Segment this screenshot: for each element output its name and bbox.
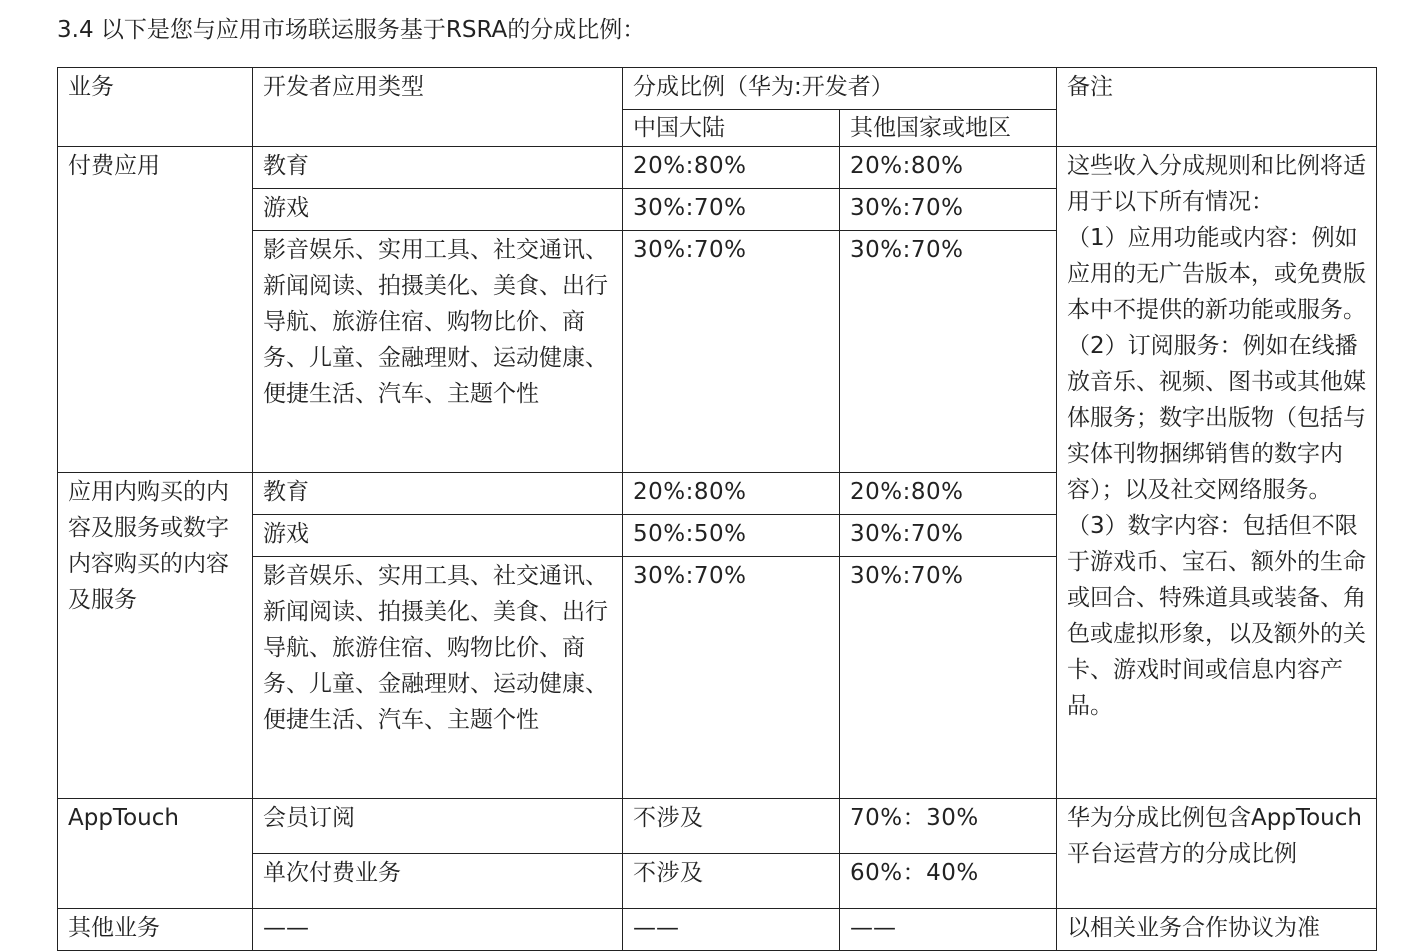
mainland-ratio-cell: 50%:50% (623, 515, 840, 557)
other-ratio-cell: 60%：40% (840, 854, 1057, 909)
business-other: 其他业务 (58, 909, 253, 951)
mainland-ratio-cell: 30%:70% (623, 231, 840, 473)
business-paid-apps: 付费应用 (58, 147, 253, 473)
app-type-cell: 单次付费业务 (253, 854, 623, 909)
notes-other-cell: 以相关业务合作协议为准 (1057, 909, 1377, 951)
mainland-ratio-cell: 20%:80% (623, 147, 840, 189)
other-ratio-cell: —— (840, 909, 1057, 951)
header-notes: 备注 (1057, 68, 1377, 147)
section-heading: 3.4 以下是您与应用市场联运服务基于RSRA的分成比例： (57, 17, 646, 43)
app-type-cell: 会员订阅 (253, 799, 623, 854)
other-ratio-cell: 30%:70% (840, 515, 1057, 557)
notes-main-cell (1057, 147, 1377, 799)
notes-item-1: （1）应用功能或内容：例如应用的无广告版本，或免费版本中不提供的新功能或服务。 (1067, 225, 1366, 323)
table-row (58, 799, 1377, 854)
other-ratio-cell: 30%:70% (840, 189, 1057, 231)
mainland-ratio-cell: 20%:80% (623, 473, 840, 515)
notes-intro: 这些收入分成规则和比例将适用于以下所有情况： (1067, 153, 1366, 215)
app-type-cell: 影音娱乐、实用工具、社交通讯、新闻阅读、拍摄美化、美食、出行导航、旅游住宿、购物比价、商务、儿童、金融理财、运动健康、便捷生活、汽车、主题个性 (253, 231, 623, 473)
other-ratio-cell: 70%：30% (840, 799, 1057, 854)
app-type-cell: 游戏 (253, 189, 623, 231)
notes-item-2: （2）订阅服务：例如在线播放音乐、视频、图书或其他媒体服务；数字出版物（包括与实体刊物捆绑销售的数字内容）；以及社交网络服务。 (1067, 333, 1366, 503)
mainland-ratio-cell: 30%:70% (623, 189, 840, 231)
app-type-cell: —— (253, 909, 623, 951)
business-apptouch: AppTouch (58, 799, 253, 909)
other-ratio-cell: 20%:80% (840, 147, 1057, 189)
app-type-cell: 教育 (253, 473, 623, 515)
mainland-ratio-cell: 不涉及 (623, 854, 840, 909)
app-type-cell: 游戏 (253, 515, 623, 557)
header-mainland: 中国大陆 (623, 110, 840, 147)
mainland-ratio-cell: —— (623, 909, 840, 951)
header-business: 业务 (58, 68, 253, 147)
notes-item-3: （3）数字内容：包括但不限于游戏币、宝石、额外的生命或回合、特殊道具或装备、角色或虚拟形象，以及额外的关卡、游戏时间或信息内容产品。 (1067, 513, 1366, 719)
app-type-cell: 影音娱乐、实用工具、社交通讯、新闻阅读、拍摄美化、美食、出行导航、旅游住宿、购物比价、商务、儿童、金融理财、运动健康、便捷生活、汽车、主题个性 (253, 557, 623, 799)
mainland-ratio-cell: 30%:70% (623, 557, 840, 799)
header-other-regions: 其他国家或地区 (840, 110, 1057, 147)
header-ratio: 分成比例（华为:开发者） (623, 68, 1057, 110)
other-ratio-cell: 30%:70% (840, 231, 1057, 473)
business-iap: 应用内购买的内容及服务或数字内容购买的内容及服务 (58, 473, 253, 799)
header-app-type: 开发者应用类型 (253, 68, 623, 147)
notes-apptouch-cell: 华为分成比例包含AppTouch平台运营方的分成比例 (1057, 799, 1377, 909)
header-row (58, 68, 1377, 110)
other-ratio-cell: 20%:80% (840, 473, 1057, 515)
mainland-ratio-cell: 不涉及 (623, 799, 840, 854)
other-ratio-cell: 30%:70% (840, 557, 1057, 799)
app-type-cell: 教育 (253, 147, 623, 189)
table-row (58, 147, 1377, 189)
revenue-share-table (57, 67, 1377, 951)
table-row (58, 909, 1377, 951)
